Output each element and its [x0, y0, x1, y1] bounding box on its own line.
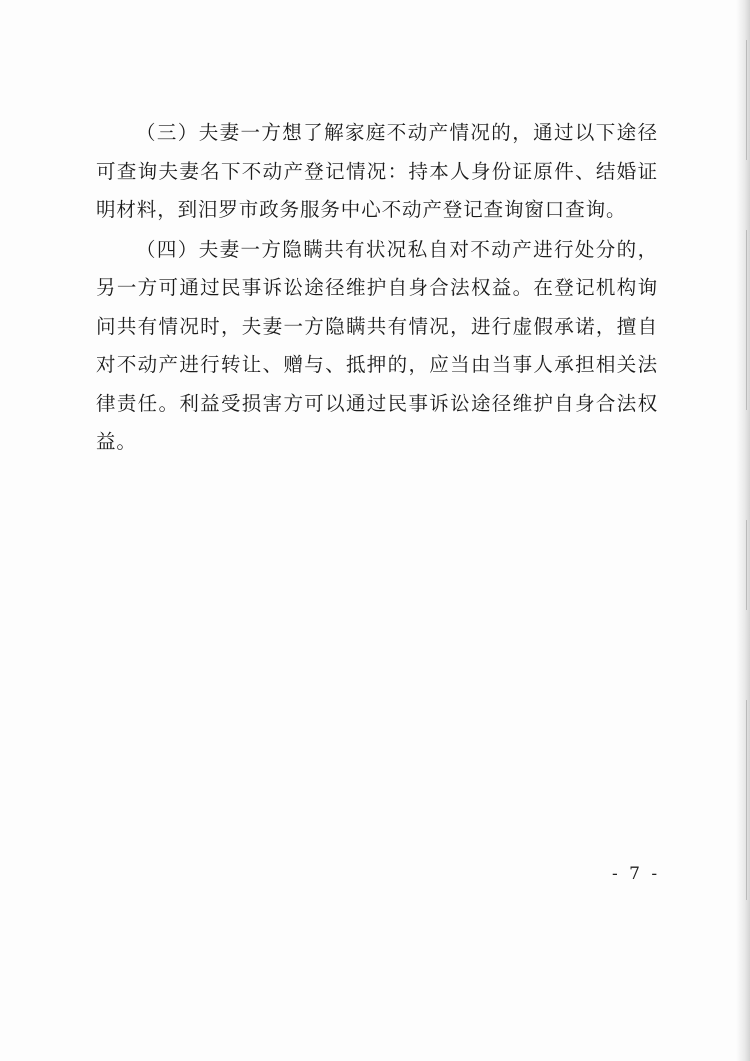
scan-artifact-line	[746, 700, 747, 900]
page-number: - 7 -	[612, 864, 661, 884]
scan-artifact-line	[746, 230, 747, 410]
scan-edge-shadow	[736, 0, 750, 1061]
scan-artifact-line	[746, 520, 747, 610]
scan-artifact-line	[746, 40, 747, 160]
paragraph-four: （四）夫妻一方隐瞒共有状况私自对不动产进行处分的，另一方可通过民事诉讼途径维护自身合法权益。在登记机构询问共有情况时，夫妻一方隐瞒共有情况，进行虚假承诺，擅自对不动产进行转让、赠与、抵押的，应当由当事人承担相关法律责任。利益受损害方可以通过民事诉讼途径维护自身合法权益。	[96, 237, 658, 453]
document-body	[96, 114, 658, 463]
paragraph-three: （三）夫妻一方想了解家庭不动产情况的，通过以下途径可查询夫妻名下不动产登记情况：持本人身份证原件、结婚证明材料，到汨罗市政务服务中心不动产登记查询窗口查询。	[96, 121, 658, 221]
